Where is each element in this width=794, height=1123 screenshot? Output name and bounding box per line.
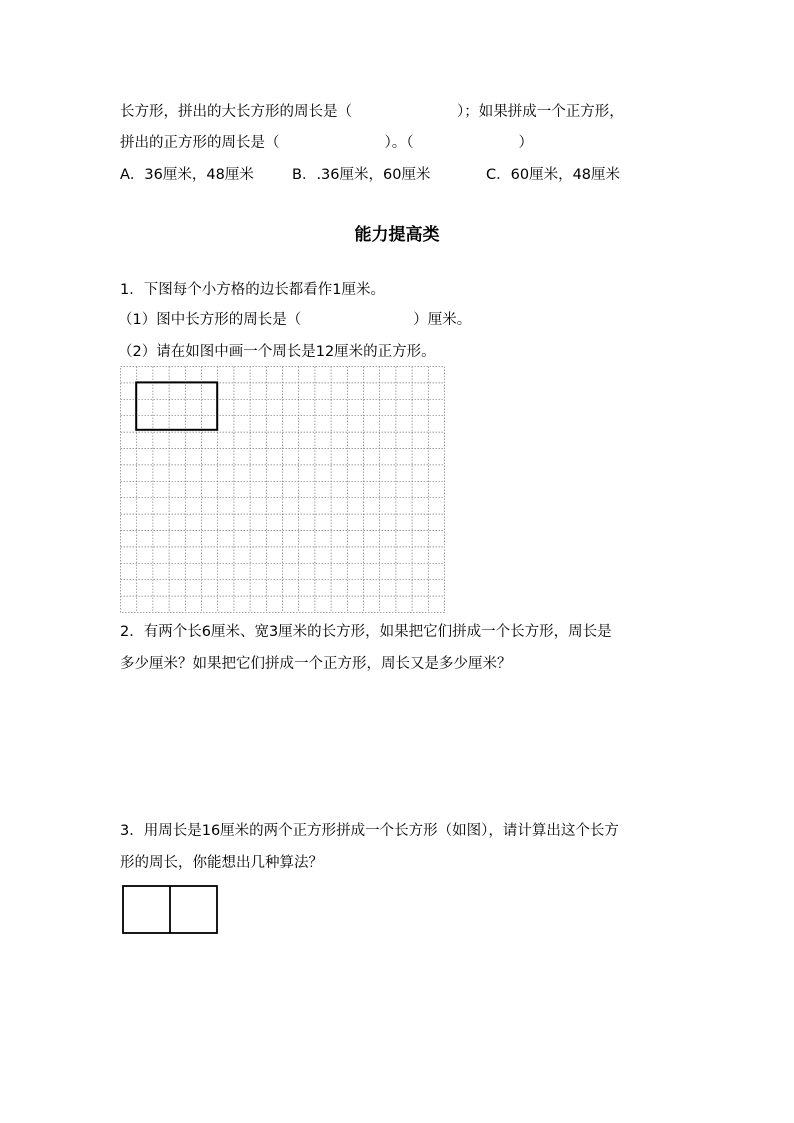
- q1-part2: （2）请在如图中画一个周长是12厘米的正方形。: [118, 344, 436, 360]
- section-title: 能力提高类: [354, 225, 440, 245]
- q2-line-2: 多少厘米？如果把它们拼成一个正方形，周长又是多少厘米？: [120, 656, 512, 672]
- prev-question-text: 拼出的正方形的周长是（: [120, 135, 280, 151]
- prev-question-text: 长方形，拼出的大长方形的周长是（: [120, 104, 352, 120]
- options-line: [120, 165, 620, 185]
- square-grid-figure[interactable]: [120, 366, 446, 613]
- prev-question-text: ）；如果拼成一个正方形，: [457, 104, 624, 120]
- q3-line-2: 形的周长，你能想出几种算法？: [120, 855, 323, 871]
- q3-line-1: 3．用周长是16厘米的两个正方形拼成一个长方形（如图），请计算出这个长方: [120, 823, 619, 839]
- given-rectangle: [136, 382, 217, 429]
- prev-question-text: ）。（: [384, 135, 414, 151]
- option-a: A．36厘米，48厘米: [120, 167, 254, 183]
- prev-question-line-2: [120, 133, 533, 153]
- q1-part1-text: （1）图中长方形的周长是（: [118, 312, 302, 328]
- q2-line-1: 2．有两个长6厘米、宽3厘米的长方形，如果把它们拼成一个长方形，周长是: [120, 624, 612, 640]
- two-squares-figure: [122, 885, 219, 935]
- q1-part1: [118, 310, 471, 330]
- option-c: C．60厘米，48厘米: [486, 167, 621, 183]
- q1-part1-text: ）厘米。: [413, 312, 472, 328]
- option-b: B．.36厘米，60厘米: [292, 167, 431, 183]
- prev-question-text: ）: [518, 135, 533, 151]
- grid-lines: [121, 367, 445, 613]
- prev-question-line-1: [120, 102, 624, 122]
- q1-stem: 1．下图每个小方格的边长都看作1厘米。: [120, 282, 385, 298]
